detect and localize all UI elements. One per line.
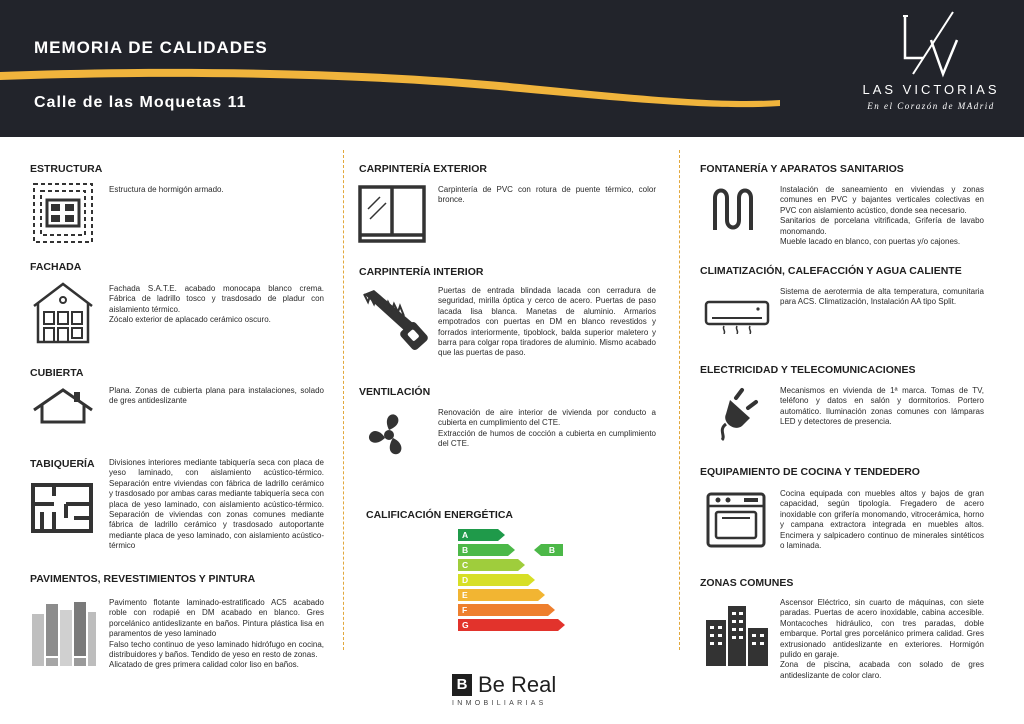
energy-class-a: A <box>458 529 498 541</box>
section-title: VENTILACIÓN <box>359 386 431 398</box>
section-ventilacion <box>359 386 430 398</box>
section-carpinteria-exterior <box>359 163 487 175</box>
air-conditioner-icon <box>704 300 770 334</box>
section-text: Instalación de saneamiento en viviendas y zonas comunes en PVC y bajantes verticales colectivas en PVC con aislamiento acústico, donde sea necesario. Sanitarios de porcelana vitrificada, Grifería de lavabo monomando. Mueble lacado en blanco, con puertas y/o cajones. <box>780 185 984 247</box>
be-real-monogram-icon <box>452 674 472 696</box>
logo-name: LAS VICTORIAS <box>862 82 1000 97</box>
section-text: Estructura de hormigón armado. <box>109 185 224 194</box>
header-banner <box>0 0 1024 137</box>
plug-icon <box>712 386 762 442</box>
section-text: Mecanismos en vivienda de 1ª marca. Tomas de TV, teléfono y datos en salón y dormitorios. Portero automático. Iluminación zonas comunes con lámparas LED y detectores de presencia. <box>780 386 984 427</box>
energy-marker-box: B <box>541 544 563 556</box>
column-divider-1 <box>343 150 344 650</box>
section-text: Sistema de aerotermia de alta temperatura, comunitaria para ACS. Climatización, Instalación AA tipo Split. <box>780 287 984 307</box>
energy-class-arrow <box>558 619 565 631</box>
section-electricidad <box>700 364 915 376</box>
section-title: ELECTRICIDAD Y TELECOMUNICACIONES <box>700 364 916 376</box>
energy-class-arrow <box>528 574 535 586</box>
section-text: Renovación de aire interior de vivienda por conducto a cubierta en cumplimiento del CTE. Extracción de humos de cocción a cubierta en cumplimiento del CTE. <box>438 408 656 449</box>
lv-monogram-icon <box>891 10 971 80</box>
section-text: Plana. Zonas de cubierta plana para instalaciones, solado de gres antideslizante <box>109 386 324 406</box>
section-text: Ascensor Eléctrico, sin cuarto de máquinas, con siete paradas. Puertas de acero inoxidable, cabina accesible. Montacoches hidráulico, con tres paradas, doble embarque. Portal gres porcelánico primera calidad. Gres extrusionado antideslizante en exteriores. Hormigón pulido en garaje. Zona de piscina, acabada con solado de gres antideslizante de color claro. <box>780 598 984 680</box>
section-text: Cocina equipada con muebles altos y bajos de gran capacidad, según tipología. Fregadero de acero inoxidable con grifería monomando, vitrocerámica, horno y campana extractora integrada en muebles altos. Encimera y salpicadero continuo de minerales sintéticos o laminada. <box>780 489 984 551</box>
fan-icon <box>364 410 414 460</box>
house-facade-icon <box>30 280 96 346</box>
section-climatizacion <box>700 265 962 277</box>
column-divider-2 <box>679 150 680 650</box>
section-title: CARPINTERÍA EXTERIOR <box>359 163 487 175</box>
section-title: CUBIERTA <box>30 367 84 379</box>
section-text: Puertas de entrada blindada lacada con cerradura de seguridad, mirilla óptica y cerco de acero. Puertas de paso lacada lisa blanca. Manetas de aluminio. Armarios empotrados con puertas en DM en blanco revestidos y forrados interiormente, tipoblock, balda superior maletero y barra para colgar ropa tiradores de aluminio. Mismo acabado que las puertas de paso. <box>438 286 656 358</box>
page-title: MEMORIA DE CALIDADES <box>34 38 268 57</box>
section-fontaneria <box>700 163 904 175</box>
buildings-icon <box>704 604 770 668</box>
logo-tagline: En el Corazón de MAdrid <box>867 101 995 111</box>
section-title: FONTANERÍA Y APARATOS SANITARIOS <box>700 163 904 175</box>
be-real-logo <box>452 672 582 712</box>
oven-icon <box>706 492 766 548</box>
monogram-letter: B <box>456 676 468 693</box>
energy-class-arrow <box>508 544 515 556</box>
section-title: CALIFICACIÓN ENERGÉTICA <box>366 509 513 521</box>
handsaw-icon <box>360 288 428 354</box>
window-icon <box>358 185 426 243</box>
floorplan-icon <box>30 482 94 534</box>
section-title: PAVIMENTOS, REVESTIMIENTOS Y PINTURA <box>30 573 256 585</box>
pipe-icon <box>710 186 764 232</box>
energy-class-c: C <box>458 559 518 571</box>
be-real-name: Be Real <box>478 672 557 697</box>
be-real-subtitle: INMOBILIARIAS <box>452 700 547 707</box>
section-calificacion-energetica <box>366 509 513 521</box>
section-cubierta <box>30 367 83 379</box>
section-title: TABIQUERÍA <box>30 458 95 470</box>
section-title: CLIMATIZACIÓN, CALEFACCIÓN Y AGUA CALIENTE <box>700 265 962 277</box>
section-carpinteria-interior <box>359 266 483 278</box>
energy-class-f: F <box>458 604 548 616</box>
section-text: Pavimento flotante laminado-estratificado AC5 acabado roble con rodapié en DM acabado en blanco. Gres porcelánico antideslizante en baños. Pintura plástica lisa en paramentos de yeso laminado Falso techo continuo de yeso laminado hidrófugo en cocina, distribuidores y baños. Tendido de yeso en resto de zonas. Alicatado de gres primera calidad color liso en baños. <box>109 598 324 670</box>
energy-class-g: G <box>458 619 558 631</box>
section-title: CARPINTERÍA INTERIOR <box>359 266 484 278</box>
energy-marker-arrow <box>534 544 541 556</box>
energy-class-arrow <box>498 529 505 541</box>
section-text: Carpintería de PVC con rotura de puente térmico, color bronce. <box>438 185 656 205</box>
section-pavimentos <box>30 573 255 585</box>
energy-class-e: E <box>458 589 538 601</box>
section-title: ESTRUCTURA <box>30 163 103 175</box>
flooring-icon <box>30 600 98 668</box>
section-tabiqueria <box>30 458 95 470</box>
roof-icon <box>30 386 96 426</box>
page-subtitle: Calle de las Moquetas 11 <box>34 94 247 111</box>
energy-class-arrow <box>548 604 555 616</box>
section-text: Divisiones interiores mediante tabiquería seca con placa de yeso laminado, con aislamiento acústico-térmico. Separación entre viviendas con fábrica de ladrillo cerámico y trasdosado por ambas caras mediante tabiquería seca con placa de yeso laminado, con aislamiento acústico-térmico. Separación de viviendas con zonas comunes mediante fábrica de ladrillo cerámico y trasdosado autoportante mediante placa de yeso laminado, con aislamiento acústico-térmico <box>109 458 324 551</box>
section-fachada <box>30 261 81 273</box>
section-equipamiento-cocina <box>700 466 920 478</box>
section-zonas-comunes <box>700 577 793 589</box>
energy-class-b: B <box>458 544 508 556</box>
section-title: ZONAS COMUNES <box>700 577 794 589</box>
section-estructura <box>30 163 102 175</box>
section-text: Fachada S.A.T.E. acabado monocapa blanco crema. Fábrica de ladrillo tosco y trasdosado de pladur con aislamiento térmico. Zócalo exterior de aplacado cerámico oscuro. <box>109 284 324 325</box>
energy-class-arrow <box>518 559 525 571</box>
energy-class-d: D <box>458 574 528 586</box>
structure-icon <box>32 182 94 244</box>
section-title: EQUIPAMIENTO DE COCINA Y TENDEDERO <box>700 466 920 478</box>
section-title: FACHADA <box>30 261 82 273</box>
las-victorias-logo <box>846 10 1016 130</box>
energy-class-arrow <box>538 589 545 601</box>
